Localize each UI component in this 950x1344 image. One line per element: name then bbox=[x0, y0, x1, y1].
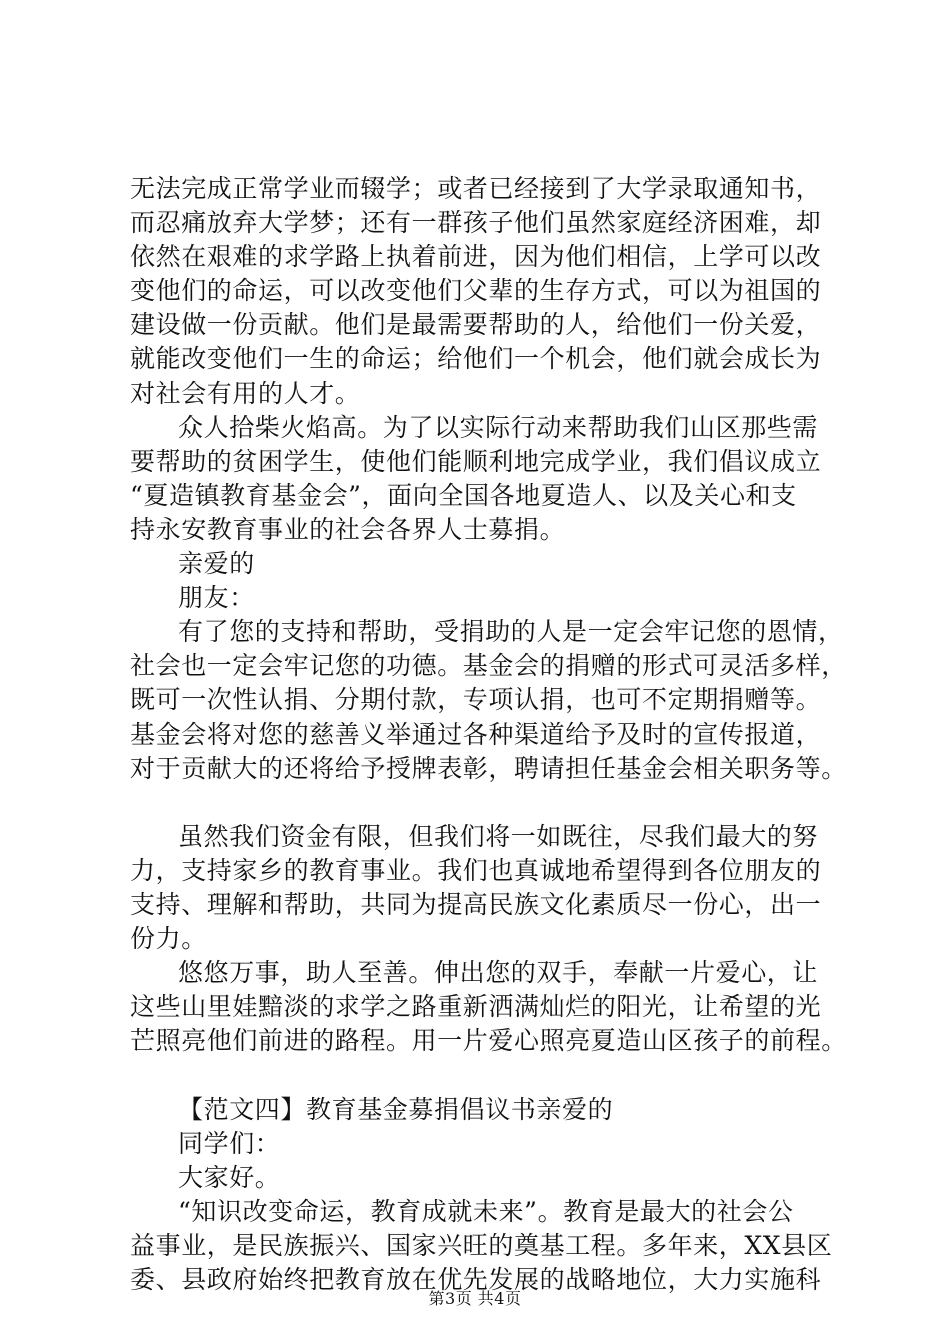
text-line: 而忍痛放弃大学梦；还有一群孩子他们虽然家庭经济困难，却 bbox=[130, 208, 822, 238]
section-heading: 【范文四】教育基金募捐倡议书亲爱的 bbox=[178, 1094, 614, 1124]
text-line: 同学们： bbox=[178, 1128, 281, 1158]
text-line: 社会也一定会牢记您的功德。基金会的捐赠的形式可灵活多样， bbox=[130, 651, 847, 681]
text-line: 亲爱的 bbox=[178, 549, 255, 579]
text-line: 基金会将对您的慈善义举通过各种渠道给予及时的宣传报道， bbox=[130, 719, 822, 749]
text-line: 就能改变他们一生的命运；给他们一个机会，他们就会成长为 bbox=[130, 344, 822, 374]
text-line: 无法完成正常学业而辍学；或者已经接到了大学录取通知书， bbox=[130, 174, 822, 203]
paragraph-gap bbox=[130, 1058, 830, 1092]
text-line: 建设做一份贡献。他们是最需要帮助的人，给他们一份关爱， bbox=[130, 310, 822, 340]
text-line: 益事业，是民族振兴、国家兴旺的奠基工程。多年来，XX县区 bbox=[130, 1230, 833, 1260]
text-line: 份力。 bbox=[130, 924, 207, 954]
text-line: 大家好。 bbox=[178, 1162, 281, 1192]
text-line: 依然在艰难的求学路上执着前进，因为他们相信，上学可以改 bbox=[130, 242, 822, 272]
text-line: 有了您的支持和帮助，受捐助的人是一定会牢记您的恩情， bbox=[178, 617, 844, 647]
page-number-footer: 第3页 共4页 bbox=[428, 1289, 522, 1308]
text-line: 变他们的命运，可以改变他们父辈的生存方式，可以为祖国的 bbox=[130, 276, 822, 306]
text-line: 要帮助的贫困学生，使他们能顺利地完成学业，我们倡议成立 bbox=[130, 446, 822, 476]
text-line: 悠悠万事，助人至善。伸出您的双手，奉献一片爱心，让 bbox=[178, 958, 819, 988]
text-line: 支持、理解和帮助，共同为提高民族文化素质尽一份心，出一 bbox=[130, 889, 822, 919]
text-line: 朋友： bbox=[178, 583, 255, 613]
text-line: 众人拾柴火焰高。为了以实际行动来帮助我们山区那些需 bbox=[178, 412, 819, 442]
text-line: 既可一次性认捐、分期付款，专项认捐，也可不定期捐赠等。 bbox=[130, 685, 822, 715]
text-line: 虽然我们资金有限，但我们将一如既往，尽我们最大的努 bbox=[178, 821, 819, 851]
text-line: 对于贡献大的还将给予授牌表彰，聘请担任基金会相关职务等。 bbox=[130, 753, 847, 783]
text-line: 这些山里娃黯淡的求学之路重新洒满灿烂的阳光，让希望的光 bbox=[130, 992, 822, 1022]
text-line: 力，支持家乡的教育事业。我们也真诚地希望得到各位朋友的 bbox=[130, 855, 822, 885]
text-line: “知识改变命运，教育成就未来”。教育是最大的社会公 bbox=[178, 1196, 794, 1226]
text-line: 委、县政府始终把教育放在优先发展的战略地位，大力实施科 bbox=[130, 1265, 822, 1294]
text-line: 对社会有用的人才。 bbox=[130, 378, 361, 408]
document-body bbox=[130, 172, 847, 1297]
text-line: “夏造镇教育基金会”，面向全国各地夏造人、以及关心和支 bbox=[130, 480, 797, 510]
text-line: 芒照亮他们前进的路程。用一片爱心照亮夏造山区孩子的前程。 bbox=[130, 1026, 847, 1056]
text-line: 持永安教育事业的社会各界人士募捐。 bbox=[130, 514, 566, 544]
paragraph-gap bbox=[130, 786, 830, 820]
